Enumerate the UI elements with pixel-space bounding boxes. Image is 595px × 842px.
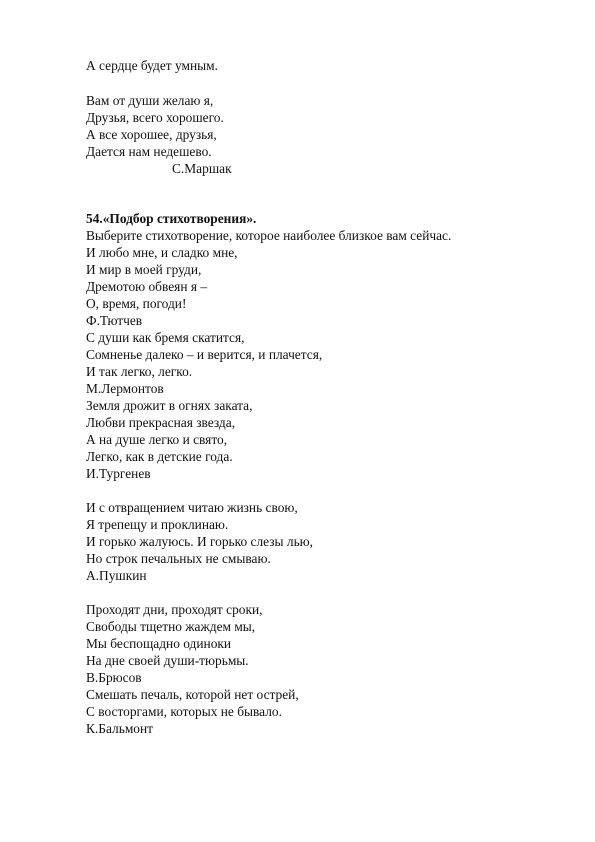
poem-author: А.Пушкин [86,568,147,583]
poem-author: С.Маршак [172,161,232,176]
poem-author: М.Лермонтов [86,381,164,396]
poem-line: Дается нам недешево. [86,144,212,159]
poem-line: И любо мне, и сладко мне, [86,245,238,260]
poem-line: Сомненье далеко – и верится, и плачется, [86,347,323,362]
poem-line: О, время, погоди! [86,296,187,311]
poem-line: С восторгами, которых не бывало. [86,704,282,719]
poem-line: Проходят дни, проходят сроки, [86,602,263,617]
poem-line: И так легко, легко. [86,364,193,379]
poem-line: Друзья, всего хорошего. [86,110,224,125]
poem-author: К.Бальмонт [86,721,154,736]
poem-line: И мир в моей груди, [86,262,202,277]
poem-line: Дремотою обвеян я – [86,279,208,294]
poem-line: Свободы тщетно жаждем мы, [86,619,256,634]
poem-author: И.Тургенев [86,466,151,481]
section-heading: 54.«Подбор стихотворения». [86,211,257,226]
poem-line: Я трепещу и проклинаю. [86,517,229,532]
poem-line: Смешать печаль, которой нет острей, [86,687,299,702]
poem-line: Земля дрожит в огнях заката, [86,398,253,413]
poem-line: И с отвращением читаю жизнь свою, [86,500,298,515]
poem-author: В.Брюсов [86,670,142,685]
poem-line: А на душе легко и свято, [86,432,228,447]
poem-line: Любви прекрасная звезда, [86,415,236,430]
poem-author: Ф.Тютчев [86,313,143,328]
poem-line: Легко, как в детские года. [86,449,233,464]
poem-line: И горько жалуюсь. И горько слезы лью, [86,534,314,549]
poem-line: Мы беспощадно одиноки [86,636,232,651]
section-instruction: Выберите стихотворение, которое наиболее близкое вам сейчас. [86,228,452,243]
poem-line: А сердце будет умным. [86,58,218,73]
poem-line: С души как бремя скатится, [86,330,245,345]
poem-line: Вам от души желаю я, [86,93,214,108]
poem-line: На дне своей души-тюрьмы. [86,653,249,668]
poem-line: А все хорошее, друзья, [86,127,217,142]
poem-line: Но строк печальных не смываю. [86,551,271,566]
